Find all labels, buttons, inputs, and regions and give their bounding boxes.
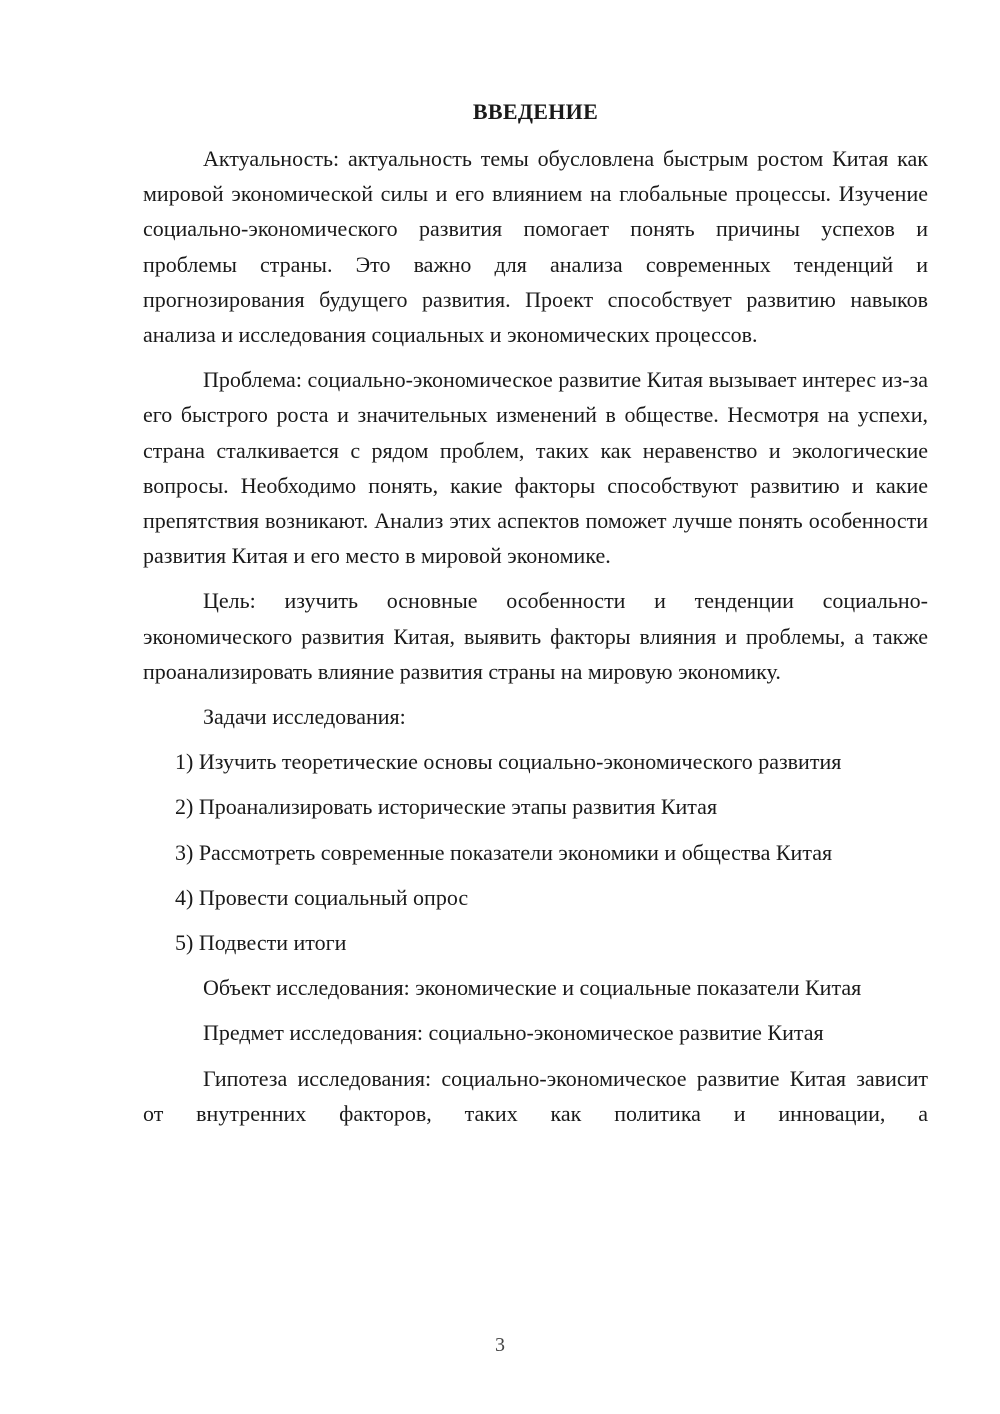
paragraph-hypothesis: Гипотеза исследования: социально-экономическое развитие Китая зависит от внутренних факторов, таких как политика и инновации, а <box>143 1065 928 1126</box>
page-title: ВВЕДЕНИЕ <box>472 99 599 124</box>
paragraph-relevance: Актуальность: актуальность темы обусловлена быстрым ростом Китая как мировой экономической силы и его влиянием на глобальные процессы. Изучение социально-экономического развития помогает понять причины успехов и проблемы страны. Это важно для анализа современных тенденций и прогнозирования будущего развития. Проект способствует развитию навыков анализа и исследования социальных и экономических процессов. <box>143 146 928 348</box>
paragraph-goal: Цель: изучить основные особенности и тенденции социально-экономического развития Китая, выявить факторы влияния и проблемы, а также проанализировать влияние развития страны на мировую экономику. <box>143 588 928 684</box>
paragraph-problem: Проблема: социально-экономическое развитие Китая вызывает интерес из-за его быстрого роста и значительных изменений в обществе. Несмотря на успехи, страна сталкивается с рядом проблем, таких как неравенство и экологические вопросы. Необходимо понять, какие факторы способствуют развитию и какие препятствия возникают. Анализ этих аспектов поможет лучше понять особенности развития Китая и его место в мировой экономике. <box>143 367 928 569</box>
list-item: 1) Изучить теоретические основы социально-экономического развития <box>175 749 842 775</box>
page-number: 3 <box>495 1334 505 1356</box>
paragraph-subject: Предмет исследования: социально-экономическое развитие Китая <box>203 1020 824 1046</box>
list-item: 2) Проанализировать исторические этапы развития Китая <box>175 794 718 820</box>
list-item: 5) Подвести итоги <box>175 930 347 956</box>
paragraph-object: Объект исследования: экономические и социальные показатели Китая <box>203 975 862 1001</box>
document-page <box>143 94 928 1141</box>
tasks-heading: Задачи исследования: <box>203 704 406 730</box>
list-item: 4) Провести социальный опрос <box>175 884 469 910</box>
list-item: 3) Рассмотреть современные показатели экономики и общества Китая <box>175 839 833 865</box>
tasks-list <box>143 744 928 960</box>
